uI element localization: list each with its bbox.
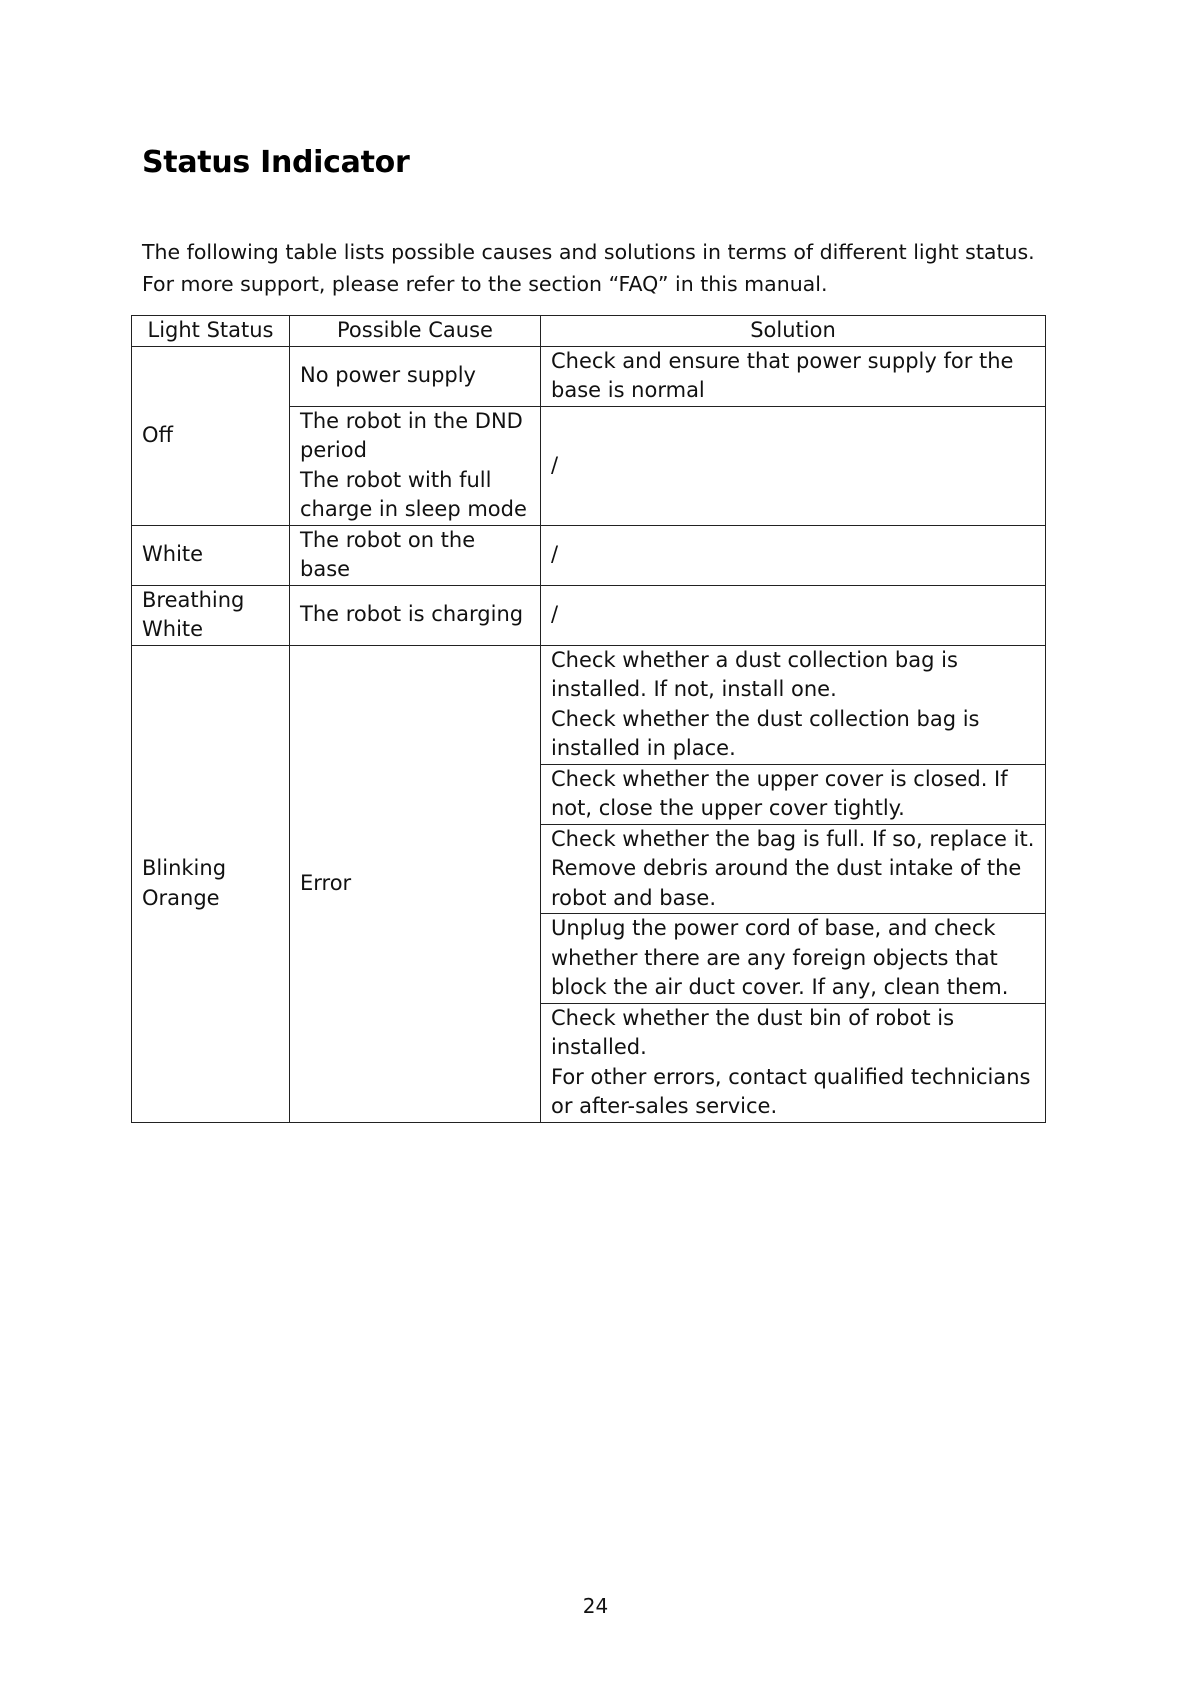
solution-text: / xyxy=(551,542,559,567)
cause-cell xyxy=(290,585,541,645)
table-row xyxy=(132,645,1046,764)
solution-cell xyxy=(541,914,1046,1004)
solution-text: / xyxy=(551,602,559,627)
status-text: Blinking Orange xyxy=(142,856,227,910)
table-row xyxy=(132,525,1046,585)
solution-cell xyxy=(541,525,1046,585)
cause-cell xyxy=(290,525,541,585)
cause-cell xyxy=(290,346,541,406)
solution-cell xyxy=(541,764,1046,824)
solution-text: Check and ensure that power supply for the base is normal xyxy=(551,348,1014,402)
cause-cell-error xyxy=(290,645,541,1122)
cause-text: The robot is charging xyxy=(300,602,524,627)
solution-text: Check whether the bag is full. If so, replace it. xyxy=(551,826,1035,851)
header-possible-cause: Possible Cause xyxy=(290,316,541,347)
table-row xyxy=(132,346,1046,406)
solution-cell xyxy=(541,346,1046,406)
solution-text: Check whether the upper cover is closed. If not, close the upper cover tightly. xyxy=(551,766,1008,820)
status-text: Breathing White xyxy=(142,587,245,641)
solution-text: Check whether the dust collection bag is installed in place. xyxy=(551,706,980,760)
solution-cell xyxy=(541,585,1046,645)
page-title: Status Indicator xyxy=(142,145,410,180)
cause-text: The robot with full charge in sleep mode xyxy=(300,467,527,521)
solution-cell xyxy=(541,1003,1046,1122)
status-cell-breathing-white xyxy=(132,585,290,645)
status-text: White xyxy=(142,542,204,567)
solution-cell xyxy=(541,645,1046,764)
solution-text: Check whether a dust collection bag is installed. If not, install one. xyxy=(551,647,958,701)
header-solution: Solution xyxy=(541,316,1046,347)
solution-text: / xyxy=(551,452,559,477)
solution-text: Check whether the dust bin of robot is installed. xyxy=(551,1005,955,1059)
status-cell-blinking-orange xyxy=(132,645,290,1122)
table-header-row xyxy=(132,316,1046,347)
solution-cell xyxy=(541,406,1046,525)
cause-text: The robot in the DND period xyxy=(300,408,523,462)
cause-text: The robot on the base xyxy=(300,527,476,581)
page-number: 24 xyxy=(582,1594,609,1618)
solution-cell xyxy=(541,824,1046,914)
solution-text: For other errors, contact qualified technicians or after-sales service. xyxy=(551,1064,1031,1118)
status-cell-white xyxy=(132,525,290,585)
status-cell-off xyxy=(132,346,290,525)
status-table xyxy=(131,315,1046,1123)
cause-cell xyxy=(290,406,541,525)
status-text: Off xyxy=(142,422,173,447)
header-light-status: Light Status xyxy=(132,316,290,347)
intro-paragraph: The following table lists possible causes and solutions in terms of different light status. For more support, please refer to the section “FAQ” in this manual. xyxy=(142,240,1035,296)
cause-text: Error xyxy=(300,870,352,895)
cause-text: No power supply xyxy=(300,363,476,388)
solution-text: Unplug the power cord of base, and check whether there are any foreign objects that block the air duct cover. If any, clean them. xyxy=(551,916,1009,999)
solution-text: Remove debris around the dust intake of the robot and base. xyxy=(551,856,1022,910)
table-row xyxy=(132,585,1046,645)
